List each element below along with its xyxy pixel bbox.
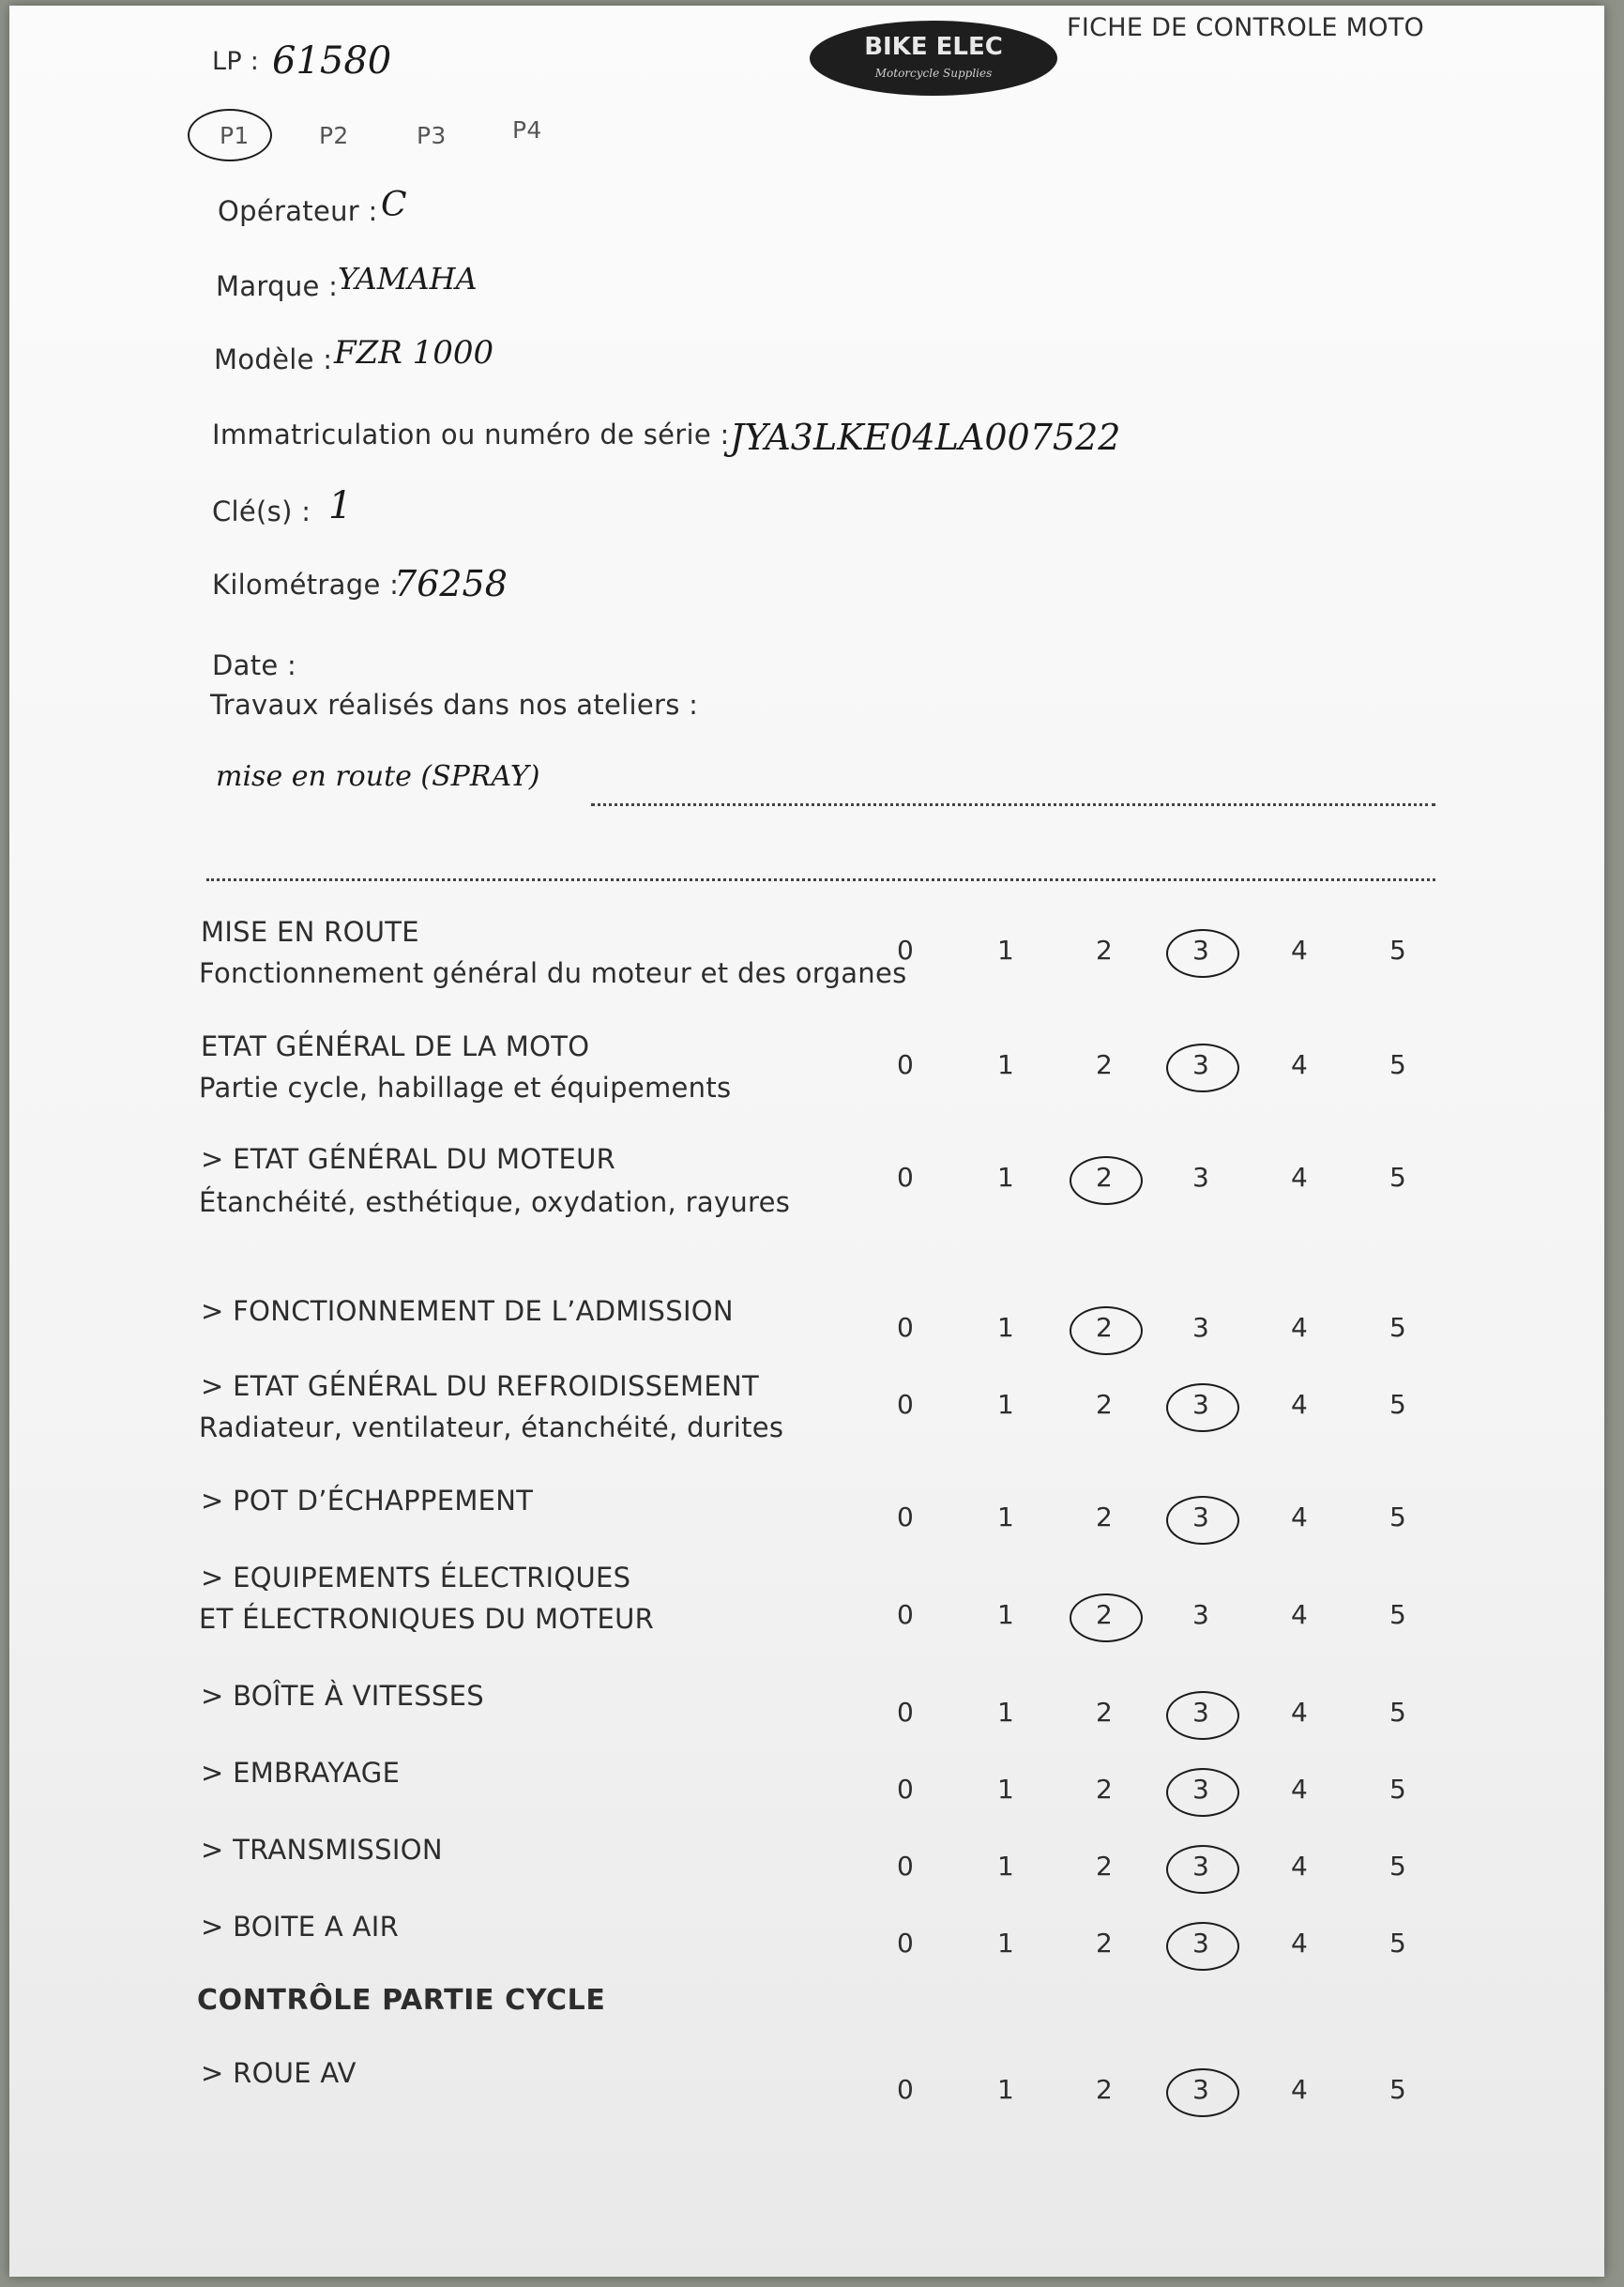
check-row-score-option[interactable]: 3 [1191, 1599, 1210, 1630]
check-row-title: > BOITE A AIR [201, 1911, 400, 1943]
check-row-score-option[interactable]: 2 [1095, 1389, 1114, 1420]
cycle-row-score-selected-circle [1166, 2068, 1239, 2117]
check-row-score-option[interactable]: 3 [1191, 1928, 1210, 1959]
check-row-score-option[interactable]: 1 [996, 1389, 1015, 1420]
kilometrage-value[interactable]: 76258 [394, 563, 508, 604]
check-row-score-selected-circle [1166, 1496, 1239, 1545]
form-title: FICHE DE CONTROLE MOTO [1067, 13, 1425, 42]
check-row-score-option[interactable]: 2 [1095, 1697, 1114, 1728]
check-row-score-option[interactable]: 1 [996, 1312, 1015, 1343]
marque-label: Marque : [216, 270, 339, 302]
check-row-subtitle: Radiateur, ventilateur, étanchéité, durites [199, 1411, 784, 1443]
check-row-score-option[interactable]: 3 [1191, 1851, 1210, 1882]
cycle-row-score-option[interactable]: 2 [1095, 2074, 1114, 2105]
check-row-score-option[interactable]: 2 [1095, 1851, 1114, 1882]
check-row-score-option[interactable]: 1 [996, 1049, 1015, 1080]
check-row-score-option[interactable]: 2 [1095, 1774, 1114, 1805]
check-row-score-option[interactable]: 3 [1191, 1389, 1210, 1420]
check-row-score-option[interactable]: 2 [1095, 935, 1114, 966]
check-row-score-option[interactable]: 2 [1095, 1312, 1114, 1343]
check-row-score-selected-circle [1166, 1691, 1239, 1740]
check-row-score-option[interactable]: 3 [1191, 1162, 1210, 1193]
check-row-score-option[interactable]: 4 [1290, 1312, 1309, 1343]
marque-value[interactable]: YAMAHA [338, 261, 478, 297]
logo-subtitle: Motorcycle Supplies [874, 67, 993, 80]
travaux-line-1-text[interactable]: mise en route (SPRAY) [216, 760, 540, 793]
position-option-p4[interactable]: P4 [512, 116, 542, 144]
check-row-score-option[interactable]: 4 [1290, 1502, 1309, 1532]
lp-value[interactable]: 61580 [272, 39, 392, 83]
check-row-score-option[interactable]: 0 [896, 1049, 915, 1080]
check-row-score-selected-circle [1166, 1845, 1239, 1894]
bike-elec-logo [807, 19, 1060, 103]
section-title-partie-cycle: CONTRÔLE PARTIE CYCLE [197, 1984, 606, 2017]
check-row-score-option[interactable]: 4 [1290, 1389, 1309, 1420]
check-row-score-option[interactable]: 2 [1095, 1162, 1114, 1193]
check-row-subtitle: Partie cycle, habillage et équipements [199, 1072, 732, 1104]
check-row-score-option[interactable]: 1 [996, 1928, 1015, 1959]
check-row-score-option[interactable]: 4 [1290, 1774, 1309, 1805]
check-row-score-option[interactable]: 4 [1290, 1599, 1309, 1630]
position-option-p1[interactable]: P1 [220, 122, 250, 149]
operateur-label: Opérateur : [218, 195, 378, 227]
check-row-score-option[interactable]: 5 [1389, 1162, 1407, 1193]
check-row-score-option[interactable]: 3 [1191, 1697, 1210, 1728]
check-row-score-option[interactable]: 1 [996, 1697, 1015, 1728]
check-row-title: > POT D’ÉCHAPPEMENT [201, 1485, 534, 1517]
position-selected-circle [188, 109, 272, 161]
check-row-score-option[interactable]: 4 [1290, 1928, 1309, 1959]
check-row-subtitle: Étanchéité, esthétique, oxydation, rayures [199, 1186, 791, 1218]
check-row-score-option[interactable]: 0 [896, 1312, 915, 1343]
check-row-score-option[interactable]: 3 [1191, 935, 1210, 966]
check-row-score-option[interactable]: 4 [1290, 935, 1309, 966]
check-row-score-option[interactable]: 5 [1389, 1928, 1407, 1959]
cles-label: Clé(s) : [212, 496, 311, 527]
check-row-score-selected-circle [1070, 1306, 1143, 1355]
check-row-score-option[interactable]: 5 [1389, 1774, 1407, 1805]
position-option-p3[interactable]: P3 [417, 122, 447, 149]
check-row-score-option[interactable]: 4 [1290, 1851, 1309, 1882]
check-row-score-option[interactable]: 5 [1389, 1312, 1407, 1343]
logo-text: BIKE ELEC [864, 33, 1003, 61]
check-row-score-option[interactable]: 4 [1290, 1697, 1309, 1728]
check-row-score-option[interactable]: 0 [896, 935, 915, 966]
check-row-score-option[interactable]: 3 [1191, 1502, 1210, 1532]
check-row-score-option[interactable]: 0 [896, 1774, 915, 1805]
check-row-score-selected-circle [1166, 1922, 1239, 1971]
date-label: Date : [212, 649, 297, 681]
immatriculation-label: Immatriculation ou numéro de série : [212, 419, 730, 450]
check-row-score-selected-circle [1166, 1383, 1239, 1432]
check-row-score-selected-circle [1166, 929, 1239, 978]
check-row-score-option[interactable]: 5 [1389, 1697, 1407, 1728]
inspection-sheet [9, 6, 1604, 2277]
cycle-row-score-option[interactable]: 3 [1191, 2074, 1210, 2105]
check-row-score-option[interactable]: 1 [996, 1502, 1015, 1532]
check-row-score-option[interactable]: 1 [996, 935, 1015, 966]
check-row-score-selected-circle [1166, 1044, 1239, 1092]
check-row-score-option[interactable]: 1 [996, 1162, 1015, 1193]
modele-value[interactable]: FZR 1000 [334, 334, 494, 372]
check-row-title: > EQUIPEMENTS ÉLECTRIQUES [201, 1562, 631, 1593]
check-row-subtitle: Fonctionnement général du moteur et des organes [199, 957, 907, 989]
immatriculation-value[interactable]: JYA3LKE04LA007522 [730, 417, 1121, 458]
cycle-row-score-option[interactable]: 0 [896, 2074, 915, 2105]
check-row-score-option[interactable]: 0 [896, 1162, 915, 1193]
travaux-line-1 [591, 803, 1435, 806]
check-row-score-selected-circle [1070, 1593, 1143, 1642]
check-row-score-option[interactable]: 5 [1389, 1389, 1407, 1420]
cles-value[interactable]: 1 [328, 484, 353, 527]
check-row-score-option[interactable]: 5 [1389, 1851, 1407, 1882]
check-row-title: > BOÎTE À VITESSES [201, 1680, 484, 1712]
check-row-score-option[interactable]: 5 [1389, 1049, 1407, 1080]
check-row-title: ETAT GÉNÉRAL DE LA MOTO [201, 1030, 590, 1062]
travaux-label: Travaux réalisés dans nos ateliers : [210, 689, 699, 721]
travaux-line-2 [206, 878, 1435, 881]
check-row-score-selected-circle [1070, 1156, 1143, 1205]
check-row-score-option[interactable]: 1 [996, 1851, 1015, 1882]
check-row-score-selected-circle [1166, 1768, 1239, 1817]
cycle-row-title: > ROUE AV [201, 2057, 357, 2089]
check-row-score-option[interactable]: 2 [1095, 1049, 1114, 1080]
check-row-score-option[interactable]: 0 [896, 1697, 915, 1728]
check-row-title: > FONCTIONNEMENT DE L’ADMISSION [201, 1295, 734, 1327]
check-row-title: MISE EN ROUTE [201, 916, 419, 948]
check-row-score-option[interactable]: 5 [1389, 1502, 1407, 1532]
check-row-score-option[interactable]: 2 [1095, 1928, 1114, 1959]
check-row-score-option[interactable]: 0 [896, 1502, 915, 1532]
check-row-score-option[interactable]: 2 [1095, 1599, 1114, 1630]
check-row-subtitle: ET ÉLECTRONIQUES DU MOTEUR [199, 1603, 655, 1635]
check-row-score-option[interactable]: 1 [996, 1599, 1015, 1630]
check-row-score-option[interactable]: 3 [1191, 1312, 1210, 1343]
cycle-row-score-option[interactable]: 5 [1389, 2074, 1407, 2105]
lp-label: LP : [212, 47, 260, 76]
check-row-title: > EMBRAYAGE [201, 1757, 401, 1789]
check-row-score-option[interactable]: 2 [1095, 1502, 1114, 1532]
cycle-row-score-option[interactable]: 1 [996, 2074, 1015, 2105]
check-row-title: > ETAT GÉNÉRAL DU REFROIDISSEMENT [201, 1370, 759, 1402]
position-option-p2[interactable]: P2 [319, 122, 349, 149]
check-row-score-option[interactable]: 3 [1191, 1049, 1210, 1080]
check-row-score-option[interactable]: 3 [1191, 1774, 1210, 1805]
kilometrage-label: Kilométrage : [212, 569, 400, 601]
check-row-score-option[interactable]: 4 [1290, 1049, 1309, 1080]
check-row-title: > ETAT GÉNÉRAL DU MOTEUR [201, 1143, 616, 1175]
modele-label: Modèle : [214, 343, 333, 375]
operateur-value[interactable]: C [381, 186, 407, 224]
check-row-title: > TRANSMISSION [201, 1834, 443, 1866]
check-row-score-option[interactable]: 0 [896, 1389, 915, 1420]
check-row-score-option[interactable]: 0 [896, 1599, 915, 1630]
cycle-row-score-option[interactable]: 4 [1290, 2074, 1309, 2105]
check-row-score-option[interactable]: 5 [1389, 935, 1407, 966]
check-row-score-option[interactable]: 1 [996, 1774, 1015, 1805]
check-row-score-option[interactable]: 4 [1290, 1162, 1309, 1193]
check-row-score-option[interactable]: 0 [896, 1928, 915, 1959]
check-row-score-option[interactable]: 5 [1389, 1599, 1407, 1630]
check-row-score-option[interactable]: 0 [896, 1851, 915, 1882]
